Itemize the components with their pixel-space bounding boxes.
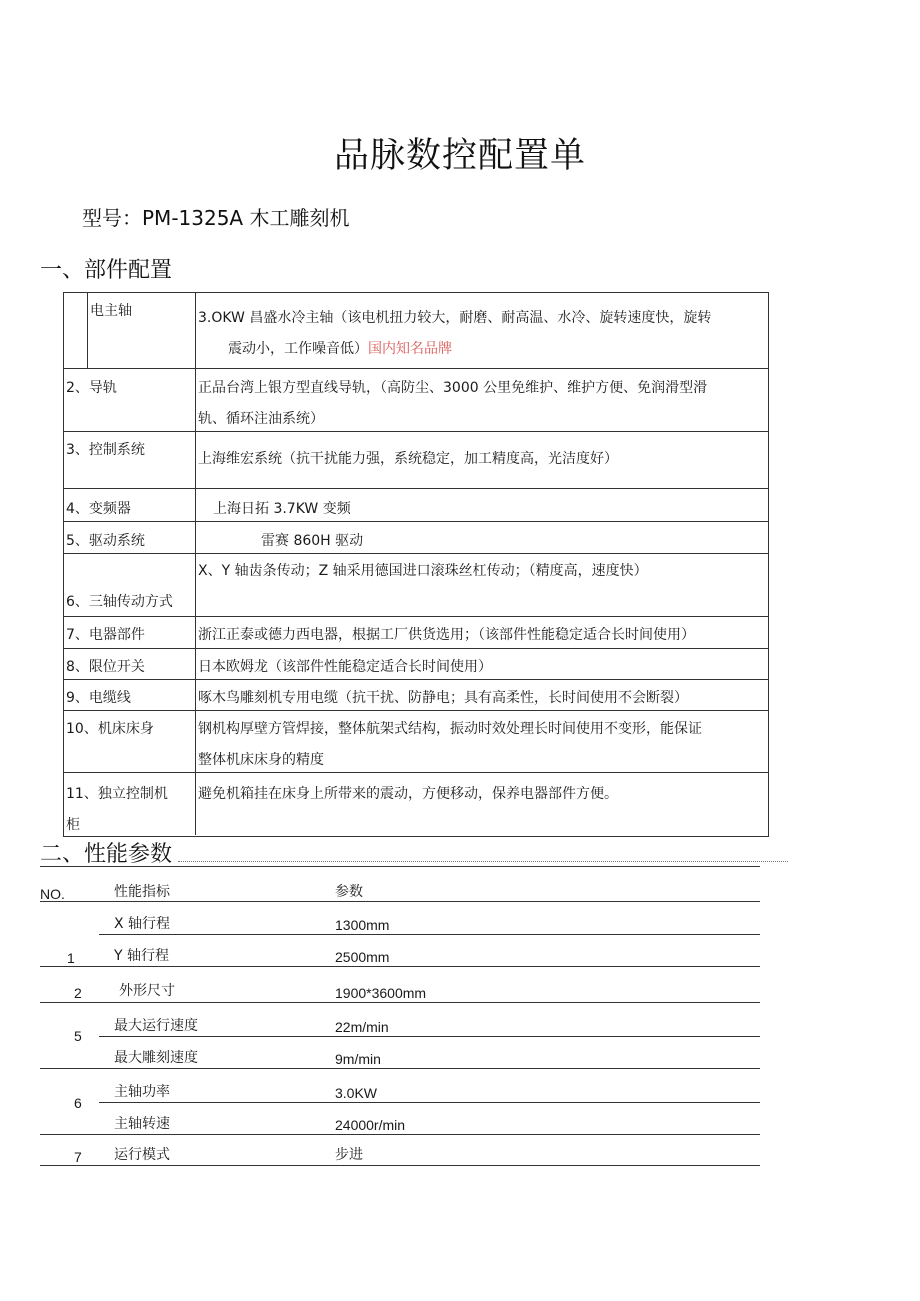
row1-inner-divider [87, 292, 88, 368]
component-desc: 雷赛 860H 驱动 [261, 533, 364, 549]
component-name: 11、独立控制机 [66, 786, 168, 802]
row-divider [63, 488, 768, 489]
params-row-line [40, 1134, 760, 1135]
param-value: 2500mm [335, 949, 390, 965]
column-divider [195, 292, 196, 835]
param-value: 步进 [335, 1147, 363, 1163]
param-value: 22m/min [335, 1019, 389, 1035]
param-indicator: 外形尺寸 [119, 983, 175, 999]
component-desc: 正品台湾上银方型直线导轨，（高防尘、3000 公里免维护、维护方便、免润滑型滑 [198, 380, 708, 396]
param-no: 6 [74, 1095, 82, 1111]
component-desc: 3.OKW 昌盛水冷主轴（该电机扭力较大，耐磨、耐高温、水冷、旋转速度快，旋转 [198, 310, 712, 326]
param-no: 5 [74, 1028, 82, 1044]
param-indicator: 主轴转速 [114, 1116, 170, 1132]
component-desc: 日本欧姆龙（该部件性能稳定适合长时间使用） [198, 659, 492, 675]
component-desc: 上海日拓 3.7KW 变频 [213, 501, 351, 517]
param-value: 3.0KW [335, 1085, 378, 1101]
params-row-line [99, 1102, 760, 1103]
params-header-value: 参数 [335, 884, 363, 900]
component-name: 9、电缆线 [66, 690, 131, 706]
row-divider [63, 553, 768, 554]
component-desc: X、Y 轴齿条传动；Z 轴采用德国进口滚珠丝杠传动；（精度高，速度快） [198, 563, 648, 579]
component-name: 2、导轨 [66, 380, 117, 396]
params-header-no: NO. [40, 886, 65, 902]
section1-heading: 一、部件配置 [40, 258, 173, 283]
section2-heading: 二、性能参数 [40, 842, 173, 867]
param-no: 2 [74, 985, 82, 1001]
component-name: 10、机床床身 [66, 721, 154, 737]
component-desc-cont [228, 334, 452, 365]
params-header-indicator: 性能指标 [114, 884, 170, 900]
page-title: 品脉数控配置单 [333, 136, 586, 176]
params-row-line [40, 901, 760, 902]
component-desc-cont: 轨、循环注油系统） [198, 411, 324, 427]
params-bottom-line [40, 1165, 760, 1166]
section2-underline [178, 861, 788, 862]
brand-highlight: 国内知名品牌 [368, 341, 452, 357]
component-desc: 浙江正泰或德力西电器，根据工厂供货选用；（该部件性能稳定适合长时间使用） [198, 627, 695, 643]
param-indicator: X 轴行程 [114, 916, 171, 932]
component-desc: 啄木鸟雕刻机专用电缆（抗干扰、防静电；具有高柔性，长时间使用不会断裂） [198, 690, 688, 706]
params-top-line [40, 866, 760, 867]
param-indicator: 主轴功率 [114, 1084, 170, 1100]
component-name: 7、电器部件 [66, 627, 145, 643]
param-indicator: Y 轴行程 [114, 948, 170, 964]
params-row-line [40, 966, 760, 967]
component-name: 4、变频器 [66, 501, 131, 517]
param-indicator: 运行模式 [114, 1147, 170, 1163]
param-indicator: 最大雕刻速度 [114, 1050, 198, 1066]
param-value: 9m/min [335, 1051, 381, 1067]
component-name: 5、驱动系统 [66, 533, 145, 549]
component-name: 电主轴 [90, 303, 132, 319]
component-desc: 钢机构厚壁方管焊接，整体航架式结构，振动时效处理长时间使用不变形，能保证 [198, 721, 702, 737]
component-desc-cont: 整体机床床身的精度 [198, 752, 324, 768]
component-name: 8、限位开关 [66, 659, 145, 675]
model-line: 型号：PM-1325A 木工雕刻机 [82, 206, 350, 230]
params-row-line [99, 934, 760, 935]
param-indicator: 最大运行速度 [114, 1018, 198, 1034]
component-desc: 避免机箱挂在床身上所带来的震动，方便移动，保养电器部件方便。 [198, 786, 618, 802]
component-name: 3、控制系统 [66, 442, 145, 458]
params-row-line [99, 1036, 760, 1037]
param-value: 1300mm [335, 917, 390, 933]
params-row-line [40, 1068, 760, 1069]
component-name-cont: 柜 [66, 817, 80, 833]
param-no: 7 [74, 1149, 82, 1165]
component-desc-cont-text: 震动小，工作噪音低） [228, 341, 368, 357]
param-value: 24000r/min [335, 1117, 406, 1133]
row-divider [63, 431, 768, 432]
row-divider [63, 368, 768, 369]
params-row-line [40, 1002, 760, 1003]
param-no: 1 [67, 950, 75, 966]
param-value: 1900*3600mm [335, 985, 427, 1001]
component-name: 6、三轴传动方式 [66, 594, 173, 610]
component-desc: 上海维宏系统（抗干扰能力强，系统稳定，加工精度高，光洁度好） [198, 451, 618, 467]
row-divider [63, 521, 768, 522]
row-divider [63, 772, 768, 773]
